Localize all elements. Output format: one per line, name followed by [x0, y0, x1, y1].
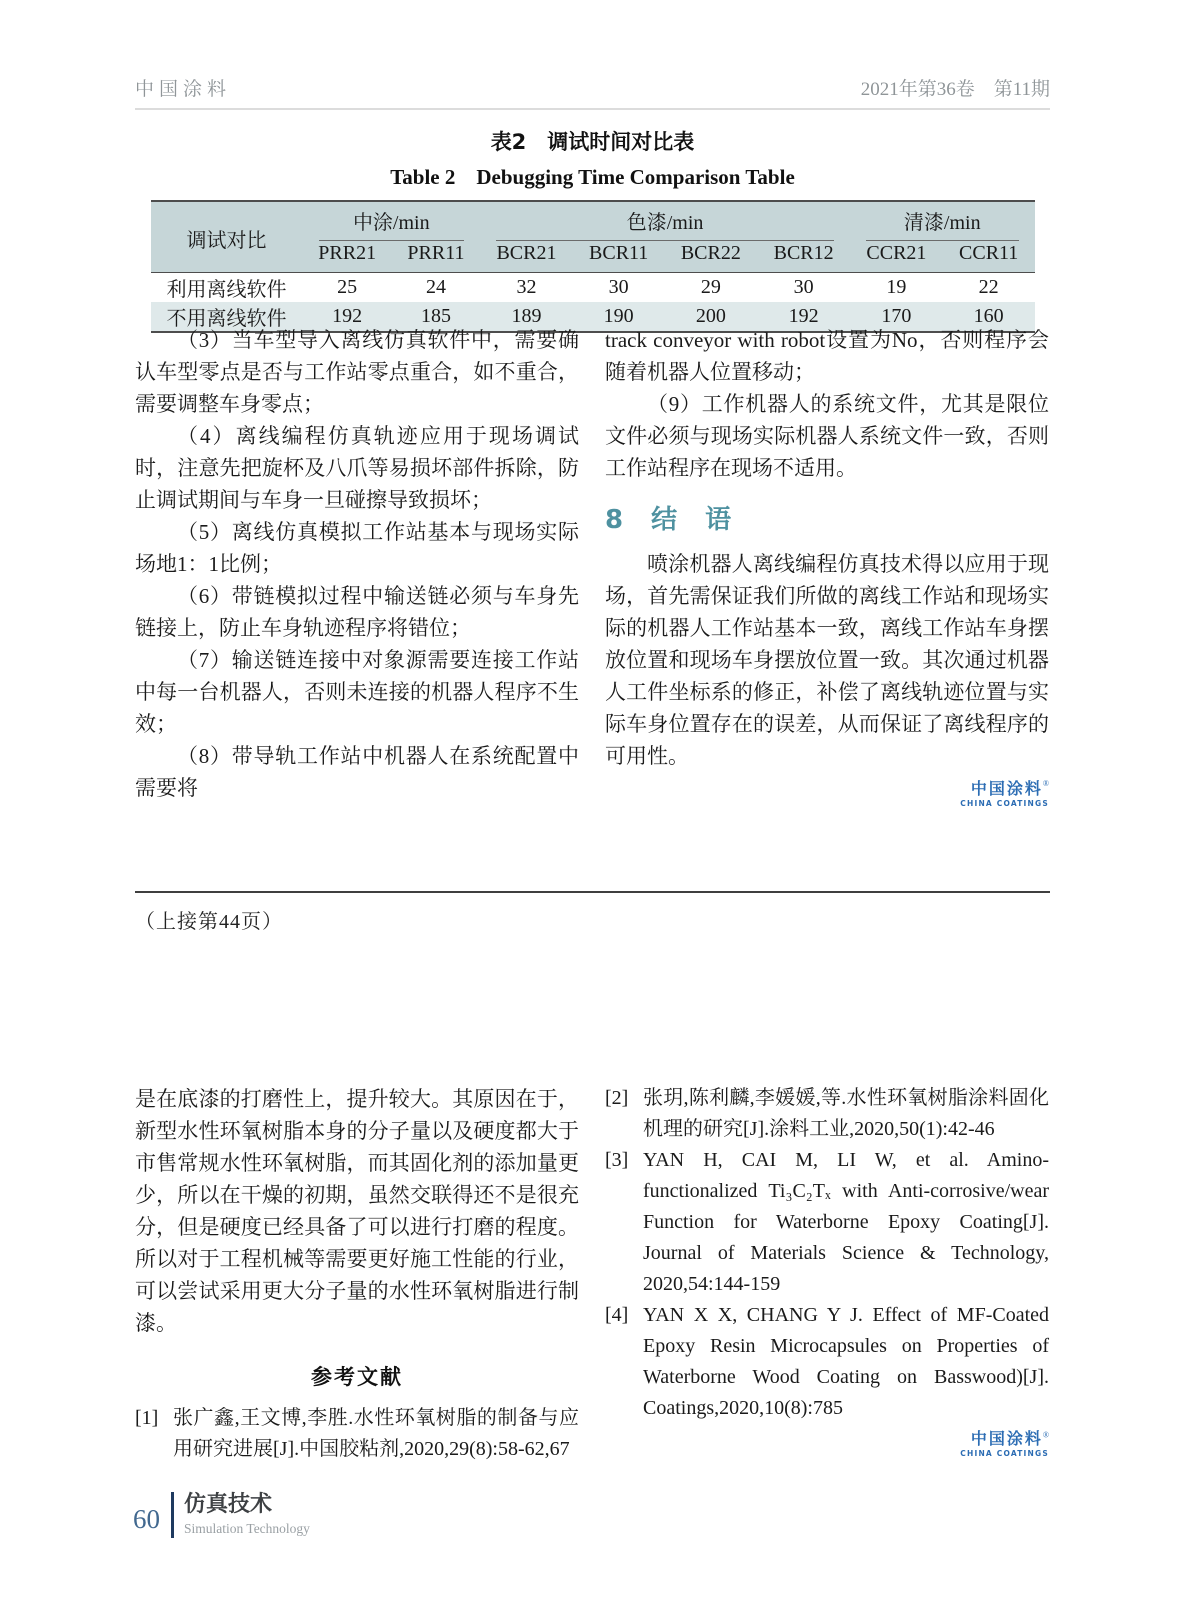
- table-section: [135, 126, 1050, 333]
- logo-zh-text: 中国涂料: [970, 778, 1043, 798]
- table-row: [151, 272, 1035, 302]
- group-header-midcoat: 中涂/min: [303, 201, 481, 241]
- reference-text: 张玥,陈利麟,李媛媛,等.水性环氧树脂涂料固化机理的研究[J].涂料工业,2020,50(1):42-46: [643, 1087, 1049, 1140]
- cell: 24: [425, 275, 446, 298]
- row-label: 利用离线软件: [166, 278, 287, 301]
- reference-item: [605, 1300, 1049, 1424]
- reference-number: [2]: [605, 1087, 629, 1109]
- section-heading-conclusion: 8 结 语: [605, 505, 733, 535]
- journal-name: 中国涂料: [135, 79, 232, 100]
- debugging-time-table: [151, 200, 1035, 333]
- reference-item: [135, 1403, 579, 1465]
- page-number: 60: [133, 1503, 160, 1534]
- row-label: 不用离线软件: [151, 302, 303, 332]
- cell: 30: [793, 275, 814, 298]
- cell: 22: [978, 275, 999, 298]
- reference-item: [605, 1145, 1049, 1300]
- col-header: BCR12: [757, 241, 850, 272]
- footer-column-subtitle: Simulation Technology: [184, 1520, 310, 1536]
- china-coatings-logo: [605, 1430, 1049, 1458]
- cell: 160: [943, 302, 1035, 332]
- group-header-basecoat: 色漆/min: [480, 201, 850, 241]
- cell: 170: [850, 302, 943, 332]
- col-header: CCR11: [943, 241, 1035, 272]
- article1-right-column: [605, 324, 1049, 808]
- reference-number: [3]: [605, 1149, 629, 1171]
- reference-text: YAN H, CAI M, LI W, et al. Amino-functionalized Ti₃C₂Tₓ with Anti-corrosive/wear Function for Waterborne Epoxy Coating[J]. Journal of Materials Science & Technology, 2020,54:144-159: [643, 1149, 1049, 1295]
- footer-divider-bar: [171, 1492, 174, 1538]
- paragraph: （6）带链模拟过程中输送链必须与车身先链接上，防止车身轨迹程序将错位；: [135, 584, 579, 640]
- cell: 19: [886, 275, 907, 298]
- col-header: PRR11: [392, 241, 480, 272]
- cell: 185: [392, 302, 480, 332]
- article1-columns: [135, 324, 1050, 808]
- paragraph: （8）带导轨工作站中机器人在系统配置中需要将: [135, 744, 579, 800]
- col-header: BCR21: [480, 241, 573, 272]
- cell: 192: [303, 302, 392, 332]
- running-head: [135, 74, 1050, 110]
- logo-en-text: CHINA COATINGS: [960, 1448, 1049, 1458]
- paragraph: （5）离线仿真模拟工作站基本与现场实际场地1：1比例；: [135, 520, 579, 576]
- cell: 200: [664, 302, 757, 332]
- reference-number: [4]: [605, 1304, 629, 1326]
- logo-en-text: CHINA COATINGS: [960, 798, 1049, 808]
- paragraph: （7）输送链连接中对象源需要连接工作站中每一台机器人，否则未连接的机器人程序不生效；: [135, 648, 579, 736]
- footer-column-block: [184, 1493, 310, 1536]
- col-header: BCR22: [664, 241, 757, 272]
- table-title-zh: 表2 调试时间对比表: [490, 130, 695, 154]
- cell: 192: [757, 302, 850, 332]
- footer-column-title: 仿真技术: [184, 1492, 273, 1518]
- paragraph-continuation: 是在底漆的打磨性上，提升较大。其原因在于，新型水性环氧树脂本身的分子量以及硬度都大于市售常规水性环氧树脂，而其固化剂的添加量更少，所以在干燥的初期，虽然交联得还不是很充分，但是硬度已经具备了可以进行打磨的程度。所以对于工程机械等需要更好施工性能的行业，可以尝试采用更大分子量的水性环氧树脂进行制漆。: [135, 1087, 579, 1335]
- reference-number: [1]: [135, 1407, 159, 1429]
- paragraph: （4）离线编程仿真轨迹应用于现场调试时，注意先把旋杯及八爪等易损坏部件拆除，防止调试期间与车身一旦碰擦导致损坏；: [135, 424, 579, 512]
- col-header: BCR11: [573, 241, 665, 272]
- reference-item: [605, 1083, 1049, 1145]
- cell: 189: [480, 302, 573, 332]
- group-header-clearcoat: 清漆/min: [850, 201, 1034, 241]
- col-header: PRR21: [303, 241, 392, 272]
- registered-mark: ®: [1042, 778, 1049, 788]
- article2-right-column: [605, 1083, 1049, 1465]
- cell: 29: [700, 275, 721, 298]
- reference-text: 张广鑫,王文博,李胜.水性环氧树脂的制备与应用研究进展[J].中国胶粘剂,2020,29(8):58-62,67: [173, 1407, 579, 1460]
- section-divider: [135, 891, 1050, 893]
- conclusion-paragraph: 喷涂机器人离线编程仿真技术得以应用于现场，首先需保证我们所做的离线工作站和现场实际的机器人工作站基本一致，离线工作站车身摆放位置和现场车身摆放位置一致。其次通过机器人工件坐标系的修正，补偿了离线轨迹位置与实际车身位置存在的误差，从而保证了离线程序的可用性。: [605, 552, 1049, 768]
- paragraph: （9）工作机器人的系统文件，尤其是限位文件必须与现场实际机器人系统文件一致，否则工作站程序在现场不适用。: [605, 392, 1049, 480]
- article1-left-column: [135, 324, 579, 804]
- article2-left-column: [135, 1083, 579, 1465]
- table-title-en: Table 2 Debugging Time Comparison Table: [390, 165, 795, 189]
- continued-from-note: （上接第44页）: [135, 911, 283, 933]
- china-coatings-logo: [960, 776, 1049, 808]
- references-heading: 参考文献: [311, 1365, 403, 1389]
- table-corner-header: 调试对比: [151, 201, 303, 272]
- cell: 30: [608, 275, 629, 298]
- logo-zh-text: 中国涂料: [970, 1429, 1043, 1448]
- cell: 190: [573, 302, 665, 332]
- cell: 32: [516, 275, 537, 298]
- col-header: CCR21: [850, 241, 943, 272]
- issue-info: 2021年第36卷 第11期: [860, 79, 1050, 100]
- reference-text: YAN X X, CHANG Y J. Effect of MF-Coated Epoxy Resin Microcapsules on Properties of Waterborne Wood Coating on Basswood)[J]. Coatings,2020,10(8):785: [643, 1304, 1049, 1419]
- registered-mark: ®: [1042, 1430, 1049, 1440]
- paragraph-continuation: track conveyor with robot设置为No，否则程序会随着机器人位置移动；: [605, 328, 1049, 384]
- cell: 25: [337, 275, 358, 298]
- page-footer: [133, 1492, 310, 1538]
- paragraph: （3）当车型导入离线仿真软件中，需要确认车型零点是否与工作站零点重合，如不重合，需要调整车身零点；: [135, 328, 579, 416]
- article2-columns: [135, 1083, 1050, 1465]
